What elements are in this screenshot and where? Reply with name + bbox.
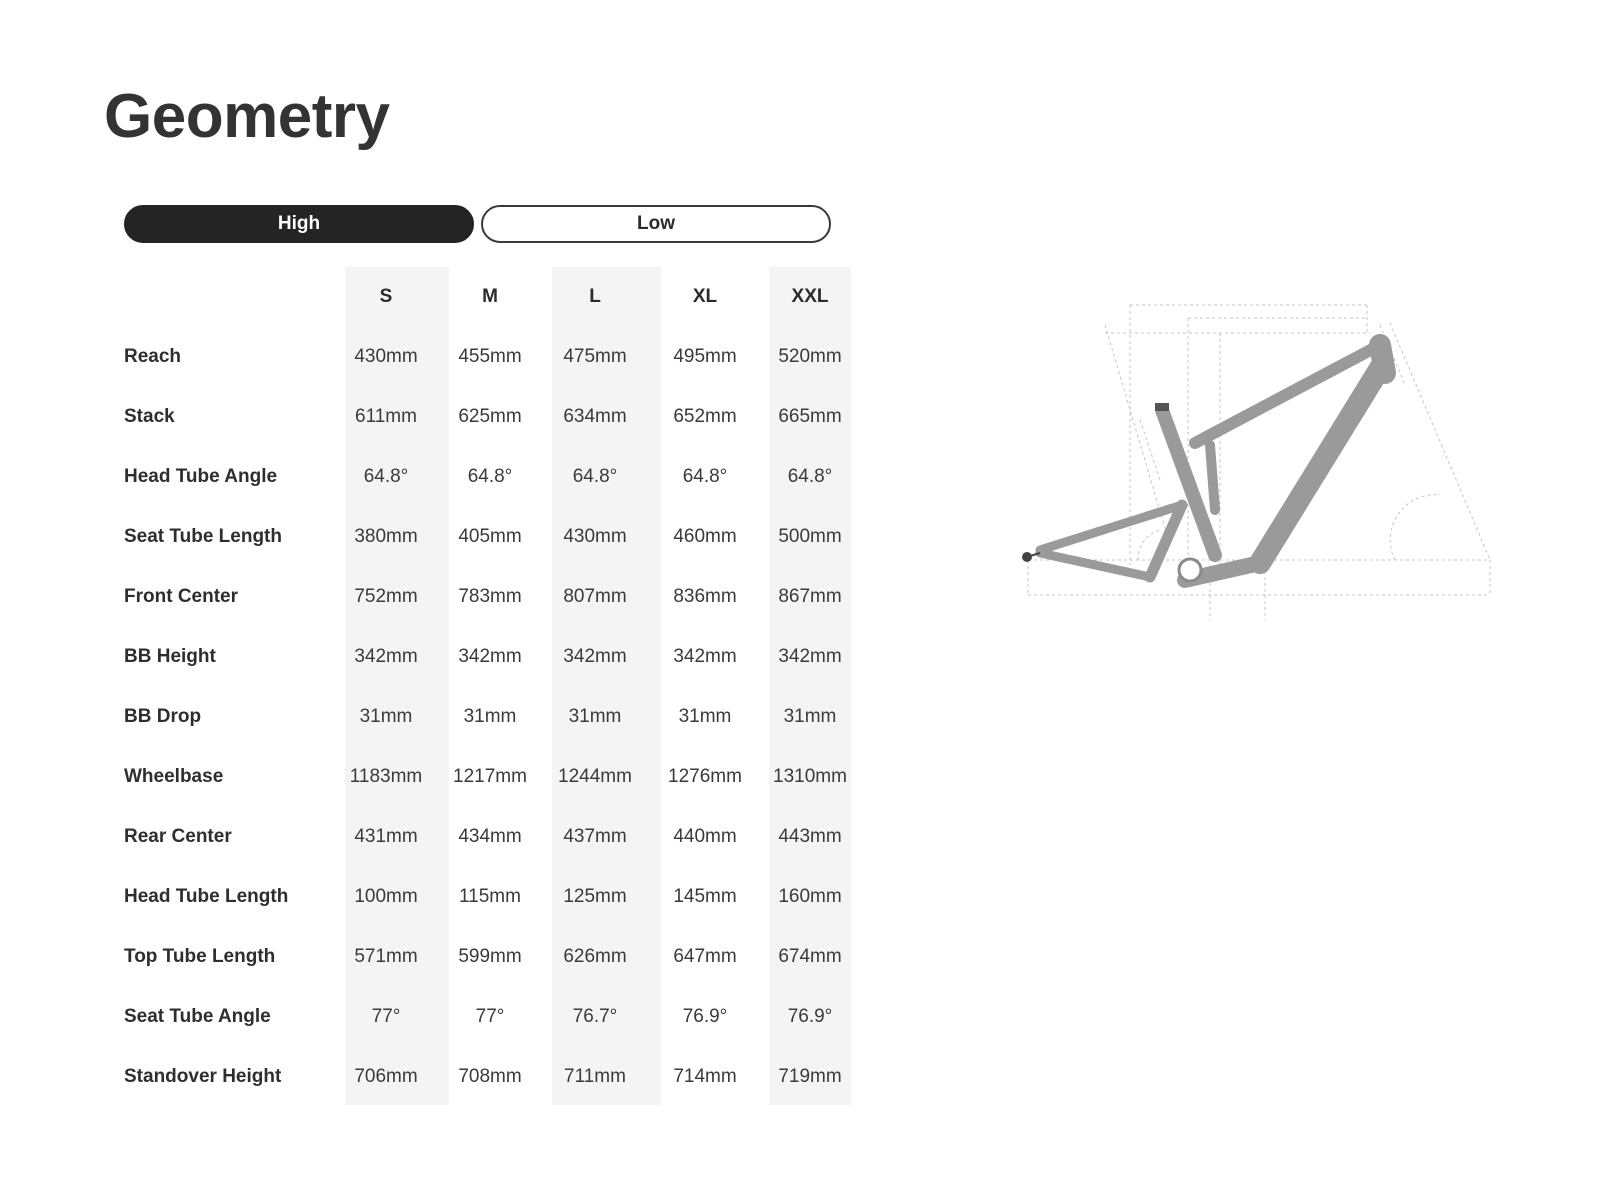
table-cell: 76.7°: [572, 1006, 618, 1027]
table-cell: 437mm: [563, 826, 627, 847]
row-label: Seat Tube Angle: [124, 1006, 271, 1027]
table-cell: 342mm: [354, 646, 418, 667]
table-cell: 440mm: [673, 826, 737, 847]
table-cell: 76.9°: [787, 1006, 833, 1027]
table-cell: 342mm: [778, 646, 842, 667]
table-cell: 64.8°: [572, 466, 618, 487]
table-cell: 611mm: [355, 406, 417, 427]
table-cell: 430mm: [354, 346, 418, 367]
table-cell: 520mm: [778, 346, 842, 367]
table-cell: 77°: [371, 1006, 401, 1027]
table-cell: 500mm: [778, 526, 842, 547]
row-label: Rear Center: [124, 826, 232, 847]
table-cell: 1244mm: [558, 766, 632, 787]
row-label: Stack: [124, 406, 175, 427]
row-label: Head Tube Length: [124, 886, 289, 907]
table-cell: 711mm: [564, 1066, 626, 1087]
table-cell: 1183mm: [349, 766, 423, 787]
table-cell: 125mm: [563, 886, 627, 907]
page-title: Geometry: [104, 82, 390, 151]
table-cell: 665mm: [778, 406, 842, 427]
table-cell: 431mm: [354, 826, 418, 847]
table-cell: 1217mm: [453, 766, 527, 787]
row-label: BB Height: [124, 646, 216, 667]
table-cell: 342mm: [458, 646, 522, 667]
table-cell: 77°: [475, 1006, 505, 1027]
row-label: Seat Tube Length: [124, 526, 282, 547]
column-header-m: M: [482, 286, 498, 307]
table-cell: 674mm: [778, 946, 842, 967]
table-cell: 64.8°: [363, 466, 409, 487]
row-label: Top Tube Length: [124, 946, 276, 967]
table-cell: 1276mm: [668, 766, 742, 787]
table-cell: 31mm: [568, 706, 622, 727]
table-cell: 626mm: [563, 946, 627, 967]
table-cell: 495mm: [673, 346, 737, 367]
table-cell: 475mm: [563, 346, 627, 367]
row-label: Wheelbase: [124, 766, 224, 787]
table-cell: 599mm: [458, 946, 522, 967]
table-cell: 380mm: [354, 526, 418, 547]
table-cell: 625mm: [458, 406, 522, 427]
table-cell: 145mm: [673, 886, 737, 907]
table-cell: 31mm: [678, 706, 732, 727]
row-label: Standover Height: [124, 1066, 282, 1087]
table-cell: 1310mm: [773, 766, 847, 787]
table-cell: 434mm: [458, 826, 522, 847]
table-cell: 31mm: [463, 706, 517, 727]
table-cell: 783mm: [458, 586, 522, 607]
row-label: Front Center: [124, 586, 238, 607]
table-cell: 64.8°: [682, 466, 728, 487]
table-cell: 752mm: [354, 586, 418, 607]
table-cell: 652mm: [673, 406, 737, 427]
column-background: [769, 267, 851, 1105]
table-cell: 708mm: [458, 1066, 522, 1087]
column-header-xl: XL: [692, 286, 718, 307]
table-cell: 807mm: [563, 586, 627, 607]
table-cell: 867mm: [778, 586, 842, 607]
toggle-high-button[interactable]: High: [124, 205, 474, 243]
column-header-s: S: [379, 286, 393, 307]
table-cell: 706mm: [354, 1066, 418, 1087]
table-cell: 443mm: [778, 826, 842, 847]
table-cell: 342mm: [673, 646, 737, 667]
table-cell: 100mm: [354, 886, 418, 907]
table-cell: 460mm: [673, 526, 737, 547]
toggle-low-button[interactable]: Low: [481, 205, 831, 243]
table-cell: 455mm: [458, 346, 522, 367]
table-cell: 160mm: [778, 886, 842, 907]
table-cell: 76.9°: [682, 1006, 728, 1027]
table-cell: 31mm: [783, 706, 837, 727]
table-cell: 115mm: [459, 886, 521, 907]
table-cell: 430mm: [563, 526, 627, 547]
table-cell: 31mm: [359, 706, 413, 727]
table-cell: 571mm: [354, 946, 418, 967]
table-cell: 64.8°: [467, 466, 513, 487]
row-label: Reach: [124, 346, 182, 367]
column-header-l: L: [589, 286, 601, 307]
table-cell: 714mm: [673, 1066, 737, 1087]
column-background: [552, 267, 661, 1105]
column-background: [345, 267, 449, 1105]
table-cell: 64.8°: [787, 466, 833, 487]
table-cell: 405mm: [458, 526, 522, 547]
row-label: BB Drop: [124, 706, 202, 727]
table-cell: 634mm: [563, 406, 627, 427]
table-cell: 342mm: [563, 646, 627, 667]
frame-lines: [1040, 345, 1385, 580]
table-cell: 836mm: [673, 586, 737, 607]
table-cell: 719mm: [778, 1066, 842, 1087]
column-header-xxl: XXL: [791, 286, 829, 307]
table-cell: 647mm: [673, 946, 737, 967]
row-label: Head Tube Angle: [124, 466, 278, 487]
bike-frame-geometry-diagram: [1010, 295, 1510, 625]
